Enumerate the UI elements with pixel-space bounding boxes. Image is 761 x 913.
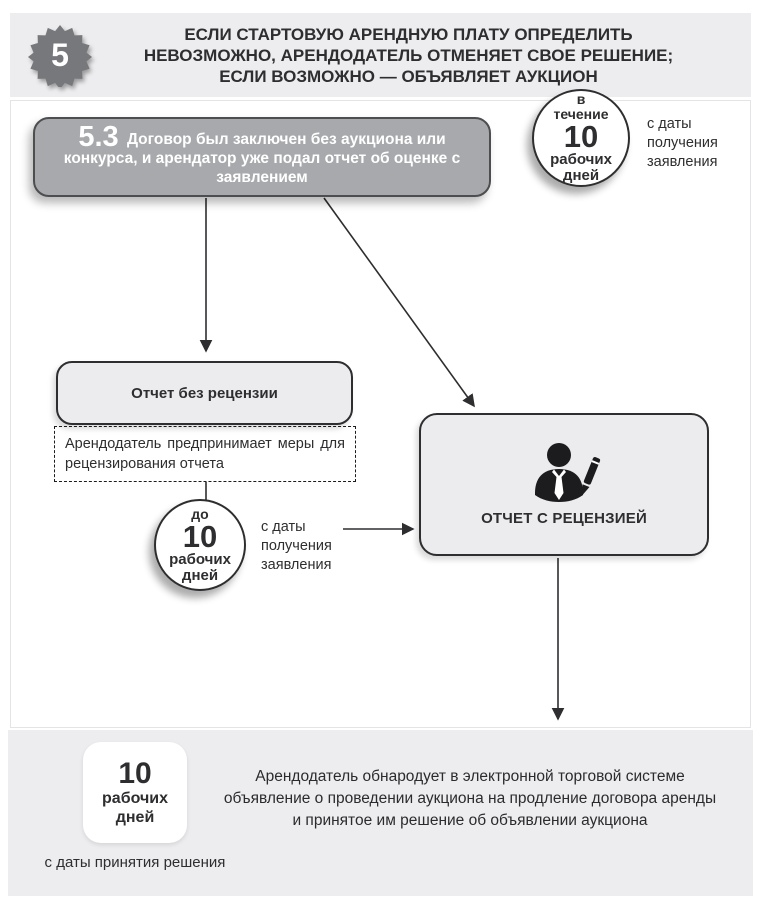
timer-unit-line: рабочих bbox=[550, 151, 612, 168]
footer-timer-box bbox=[83, 742, 187, 843]
person-with-pencil-icon bbox=[526, 442, 602, 504]
landlord-measures-note: Арендодатель предпринимает меры для рецензирования отчета bbox=[54, 426, 356, 482]
page-title: ЕСЛИ СТАРТОВУЮ АРЕНДНУЮ ПЛАТУ ОПРЕДЕЛИТЬ НЕВОЗМОЖНО, АРЕНДОДАТЕЛЬ ОТМЕНЯЕТ СВОЕ РЕШЕНИЕ; ЕСЛИ ВОЗМОЖНО — ОБЪЯВЛЯЕТ АУКЦИОН bbox=[143, 24, 674, 86]
timer-circle-review bbox=[154, 499, 246, 591]
timer-value: 10 bbox=[563, 119, 599, 154]
report-with-review-box bbox=[419, 413, 709, 556]
timer-value: 10 bbox=[118, 756, 152, 790]
timer-pre-line: течение bbox=[553, 106, 609, 122]
report-without-review-label: Отчет без рецензии bbox=[131, 384, 278, 402]
timer-unit-line: рабочих bbox=[169, 550, 231, 568]
timer-unit-line: дней bbox=[562, 167, 600, 184]
step-number-badge bbox=[28, 23, 92, 87]
footer-announcement: Арендодатель обнародует в электронной торговой системе объявление о проведении аукциона на продление договора аренды и принятое им решение об объявлении аукциона bbox=[223, 768, 717, 829]
timer-value: 10 bbox=[182, 518, 218, 554]
timer-unit-line: дней bbox=[115, 808, 155, 826]
footer-timer-note: с даты принятия решения bbox=[44, 854, 226, 871]
timer-review-note: с даты получения заявления bbox=[261, 519, 332, 573]
step-number: 5 bbox=[51, 37, 69, 73]
timer-pre-line: до bbox=[191, 505, 209, 522]
timer-circle-top bbox=[532, 89, 630, 187]
clause-number: 5.3 bbox=[78, 120, 119, 153]
clause-text: Договор был заключен без аукциона или конкурса, и арендатор уже подал отчет об оценке с заявлением bbox=[63, 130, 461, 186]
timer-unit-line: дней bbox=[181, 566, 219, 584]
footer-band bbox=[8, 730, 753, 896]
header-band bbox=[10, 13, 751, 97]
report-without-review-box bbox=[56, 361, 353, 425]
timer-unit-line: рабочих bbox=[102, 789, 168, 807]
main-condition-text bbox=[59, 120, 465, 187]
timer-pre-line: в bbox=[576, 91, 586, 107]
flowchart-area bbox=[10, 91, 751, 728]
timer-top-note: с даты получения заявления bbox=[647, 116, 718, 170]
main-condition-box bbox=[33, 117, 491, 197]
report-with-review-label: ОТЧЕТ С РЕЦЕНЗИЕЙ bbox=[481, 510, 647, 527]
